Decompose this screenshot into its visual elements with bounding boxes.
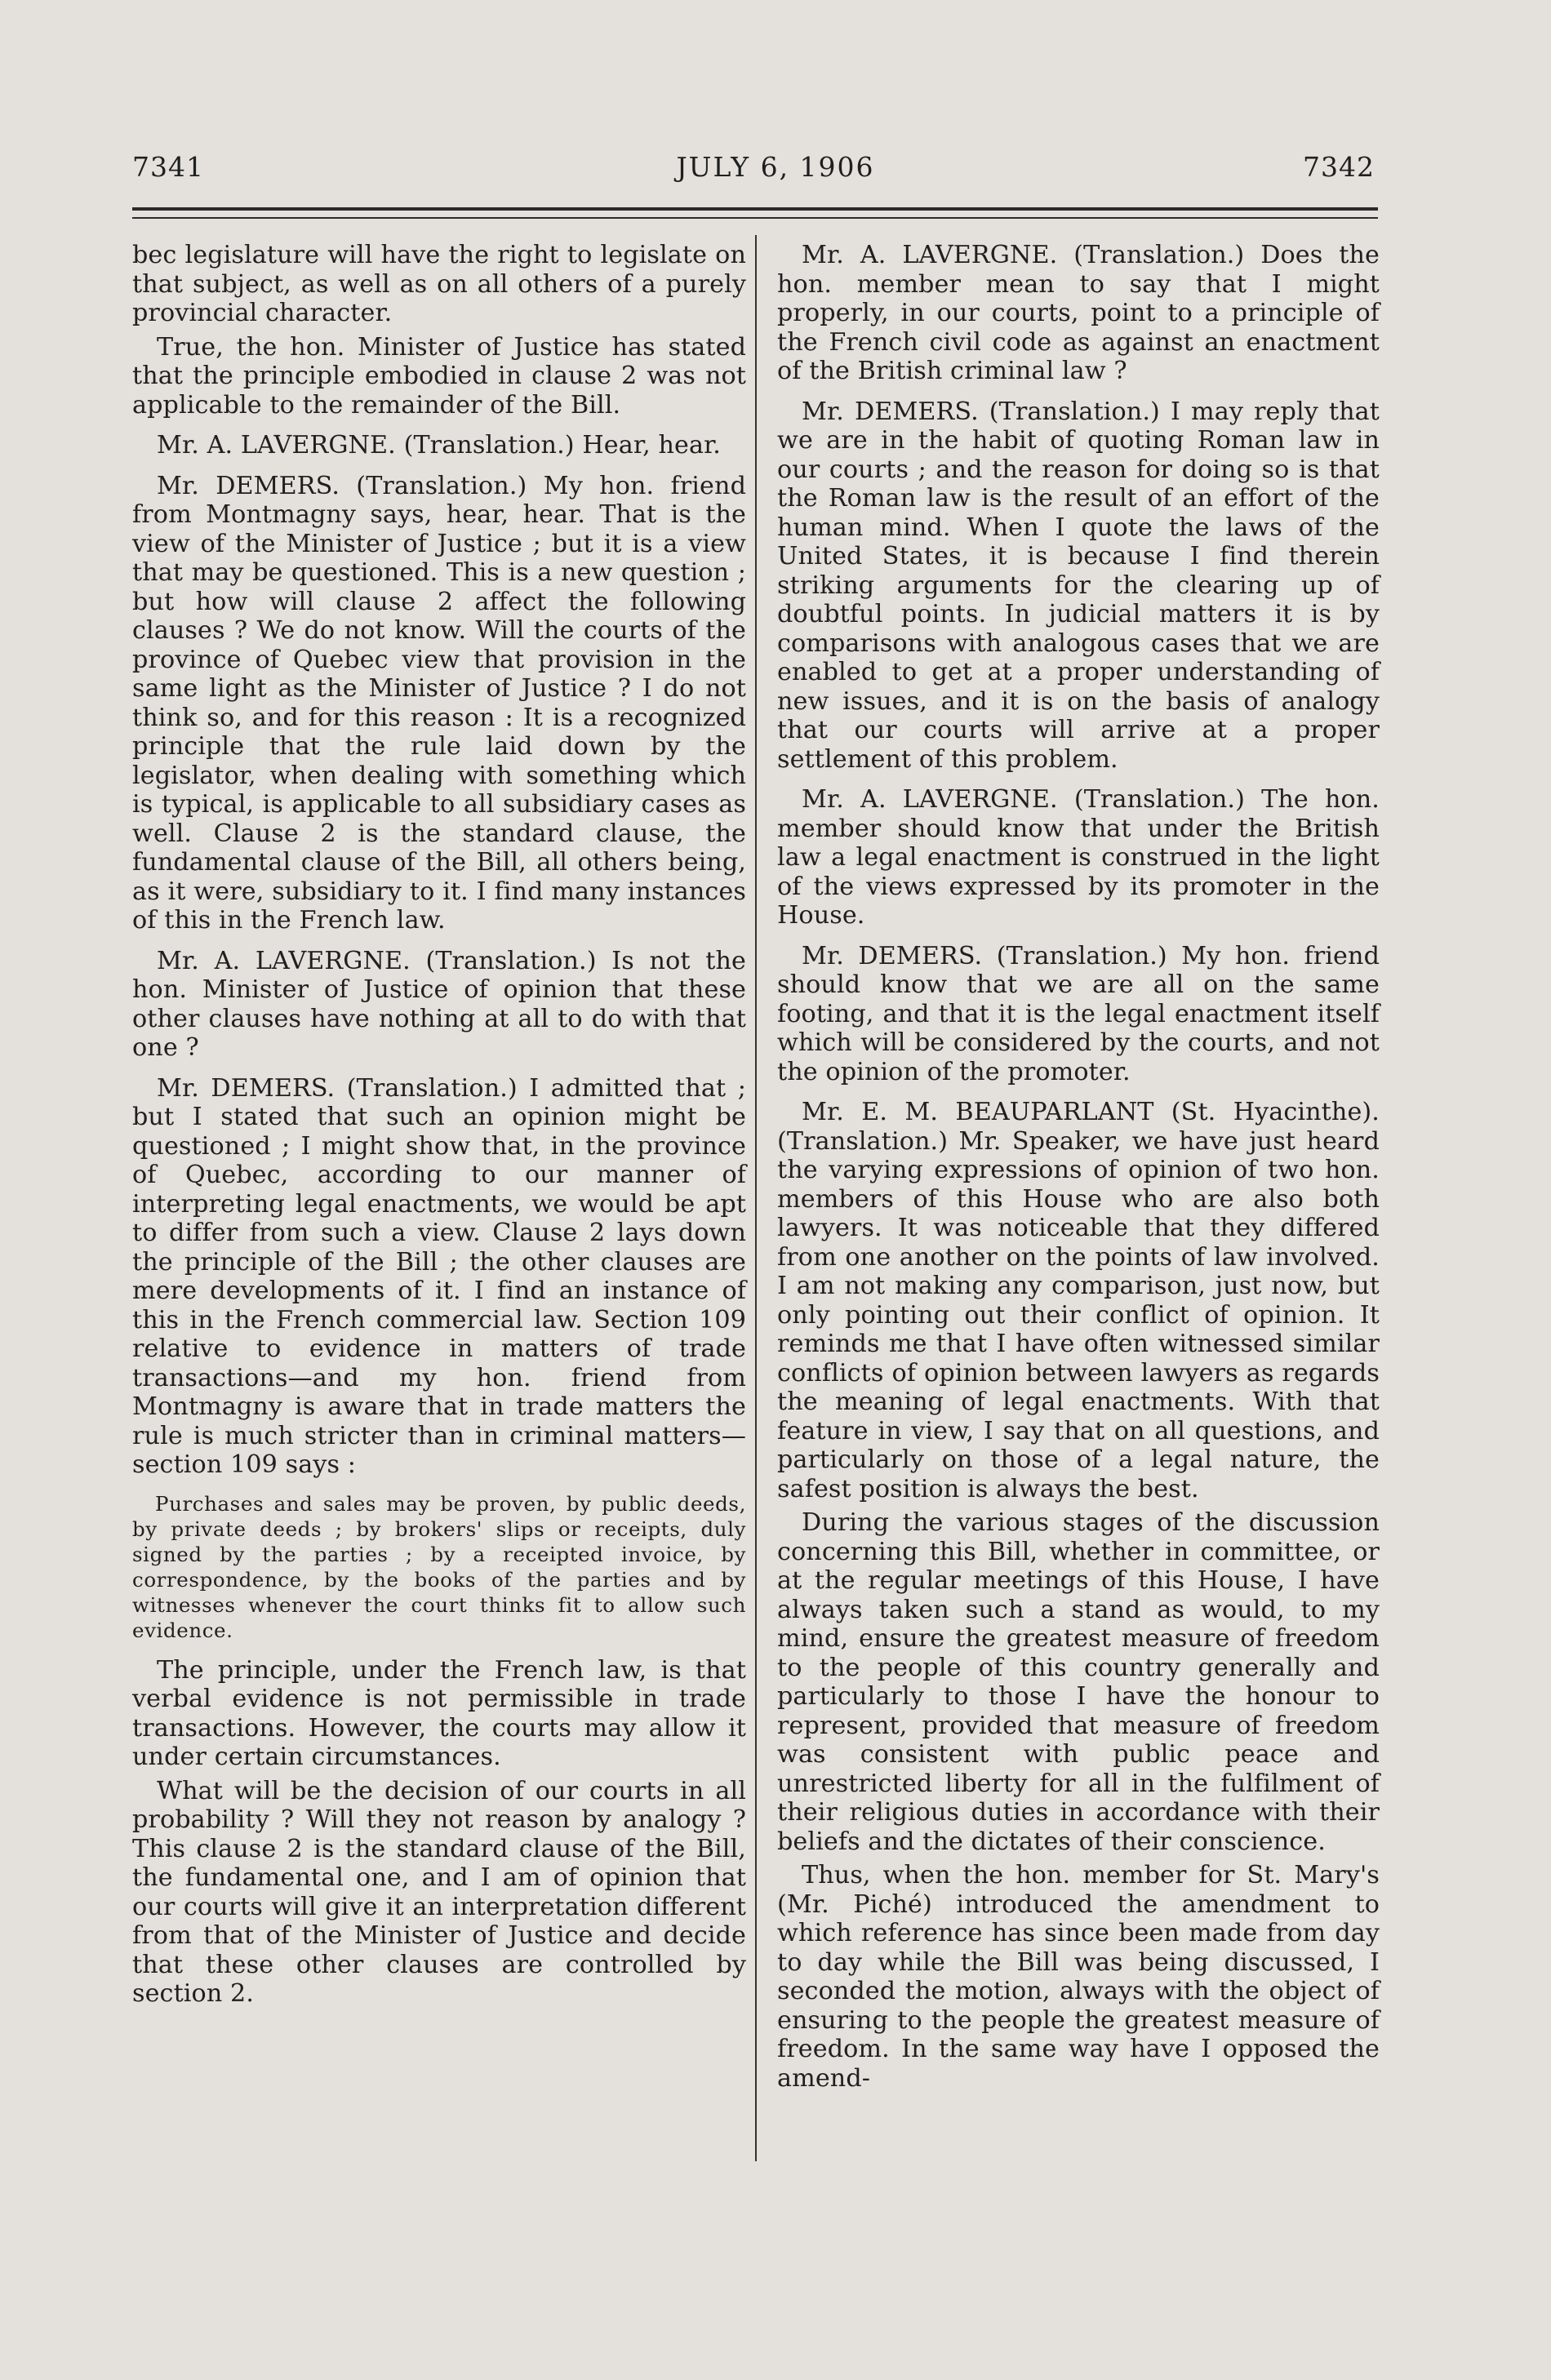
header-rule-thick — [132, 207, 1378, 211]
paragraph: What will be the decision of our courts in all probability ? Will they not reason by analogy ? This clause 2 is the standard clause of the Bill, the fundamental one, and I am of opinion that our courts will give it an interpretation different from that of the Minister of Justice and decide that these other clauses are controlled by section 2. — [132, 1776, 746, 2008]
right-column — [777, 241, 1380, 2104]
paragraph: True, the hon. Minister of Justice has stated that the principle embodied in clause 2 was not applicable to the remainder of the Bill. — [132, 332, 746, 420]
paragraph: Mr. A. LAVERGNE. (Translation.) Is not the hon. Minister of Justice of opinion that these other clauses have nothing at all to do with that one ? — [132, 946, 746, 1062]
paragraph: Mr. E. M. BEAUPARLANT (St. Hyacinthe). (Translation.) Mr. Speaker, we have just heard the varying expressions of opinion of two hon. members of this House who are also both lawyers. It was noticeable that they differed from one another on the points of law involved. I am not making any comparison, just now, but only pointing out their conflict of opinion. It reminds me that I have often witnessed similar conflicts of opinion between lawyers as regards the meaning of legal enactments. With that feature in view, I say that on all questions, and particularly on those of a legal nature, the safest position is always the best. — [777, 1098, 1380, 1503]
paragraph: Mr. DEMERS. (Translation.) I admitted that ; but I stated that such an opinion might be questioned ; I might show that, in the province of Quebec, according to our manner of interpreting legal enactments, we would be apt to differ from such a view. Clause 2 lays down the principle of the Bill ; the other clauses are mere developments of it. I find an instance of this in the French commercial law. Section 109 relative to evidence in matters of trade transactions—and my hon. friend from Montmagny is aware that in trade matters the rule is much stricter than in criminal matters—section 109 says : — [132, 1073, 746, 1479]
paragraph: Mr. DEMERS. (Translation.) I may reply that we are in the habit of quoting Roman law in our courts ; and the reason for doing so is that the Roman law is the result of an effort of the human mind. When I quote the laws of the United States, it is because I find therein striking arguments for the clearing up of doubtful points. In judicial matters it is by comparisons with analogous cases that we are enabled to get at a proper understanding of new issues, and it is on the basis of analogy that our courts will arrive at a proper settlement of this problem. — [777, 397, 1380, 774]
page-number-left: 7341 — [132, 151, 204, 183]
paragraph: During the various stages of the discussion concerning this Bill, whether in committee, or at the regular meetings of this House, I have always taken such a stand as would, to my mind, ensure the greatest measure of freedom to the people of this country generally and particularly to those I have the honour to represent, provided that measure of freedom was consistent with public peace and unrestricted liberty for all in the fulfilment of their religious duties in accordance with their beliefs and the dictates of their conscience. — [777, 1508, 1380, 1856]
paragraph: bec legislature will have the right to legislate on that subject, as well as on all others of a purely provincial character. — [132, 241, 746, 327]
paragraph: Mr. A. LAVERGNE. (Translation.) Hear, hear. — [157, 431, 721, 460]
page-number-right: 7342 — [1303, 151, 1375, 183]
page-date: JULY 6, 1906 — [676, 151, 875, 183]
paragraph: Mr. DEMERS. (Translation.) My hon. friend should know that we are all on the same footing, and that it is the legal enactment itself which will be considered by the courts, and not the opinion of the promoter. — [777, 941, 1380, 1086]
header-rule-thin — [132, 217, 1378, 219]
paragraph: Thus, when the hon. member for St. Mary's (Mr. Piché) introduced the amendment to which reference has since been made from day to day while the Bill was being discussed, I seconded the motion, always with the object of ensuring to the people the greatest measure of freedom. In the same way have I opposed the amend- — [777, 1861, 1380, 2093]
paragraph: The principle, under the French law, is that verbal evidence is not permissible in trade transactions. However, the courts may allow it under certain circumstances. — [132, 1655, 746, 1771]
column-divider — [755, 235, 757, 2161]
quoted-passage: Purchases and sales may be proven, by public deeds, by private deeds ; by brokers' slips or receipts, duly signed by the parties ; by a receipted invoice, by correspondence, by the books of the parties and by witnesses whenever the court thinks fit to allow such evidence. — [132, 1491, 746, 1642]
paragraph: Mr. A. LAVERGNE. (Translation.) The hon. member should know that under the British law a legal enactment is construed in the light of the views expressed by its promoter in the House. — [777, 785, 1380, 930]
left-column — [132, 241, 746, 2020]
paragraph: Mr. A. LAVERGNE. (Translation.) Does the hon. member mean to say that I might properly, in our courts, point to a principle of the French civil code as against an enactment of the British criminal law ? — [777, 241, 1380, 385]
paragraph: Mr. DEMERS. (Translation.) My hon. friend from Montmagny says, hear, hear. That is the view of the Minister of Justice ; but it is a view that may be questioned. This is a new question ; but how will clause 2 affect the following clauses ? We do not know. Will the courts of the province of Quebec view that provision in the same light as the Minister of Justice ? I do not think so, and for this reason : It is a recognized principle that the rule laid down by the legislator, when dealing with something which is typical, is applicable to all subsidiary cases as well. Clause 2 is the standard clause, the fundamental clause of the Bill, all others being, as it were, subsidiary to it. I find many instances of this in the French law. — [132, 471, 746, 935]
